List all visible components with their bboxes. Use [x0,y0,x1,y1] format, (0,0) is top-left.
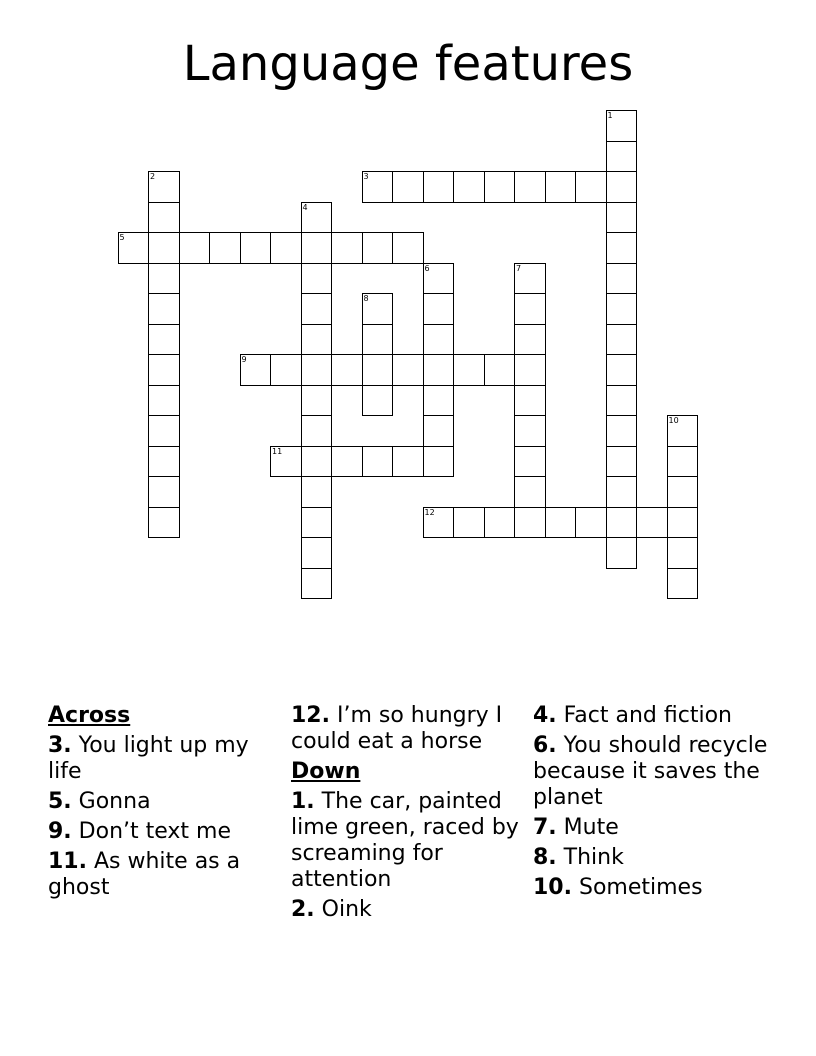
clue-down-10 [533,875,773,901]
grid-cell[interactable] [606,476,638,508]
grid-cell[interactable] [667,568,699,600]
grid-cell[interactable] [301,293,333,325]
grid-cell[interactable] [514,354,546,386]
grid-cell[interactable] [240,354,272,386]
grid-cell[interactable] [545,171,577,203]
grid-cell[interactable] [423,263,455,295]
grid-cell[interactable] [301,476,333,508]
grid-cell[interactable] [484,171,516,203]
grid-cell[interactable] [453,171,485,203]
grid-cell[interactable] [148,415,180,447]
clue-across-11 [48,849,288,901]
grid-cell[interactable] [453,354,485,386]
grid-cell[interactable] [392,232,424,264]
grid-cell[interactable] [301,232,333,264]
clue-number: 8. [533,845,557,870]
grid-cell[interactable] [423,354,455,386]
grid-cell[interactable] [331,446,363,478]
grid-cell[interactable] [148,385,180,417]
grid-cell[interactable] [301,446,333,478]
grid-cell[interactable] [148,202,180,234]
grid-cell[interactable] [514,293,546,325]
clue-list [0,703,816,1003]
grid-cell[interactable] [606,232,638,264]
grid-cell[interactable] [362,446,394,478]
cell-number: 8 [363,294,369,303]
grid-cell[interactable] [148,507,180,539]
grid-cell[interactable] [148,446,180,478]
grid-cell[interactable] [392,446,424,478]
grid-cell[interactable] [423,324,455,356]
grid-cell[interactable] [423,385,455,417]
grid-cell[interactable] [606,446,638,478]
clue-text: Fact and fiction [563,703,732,728]
grid-cell[interactable] [606,171,638,203]
grid-cell[interactable] [606,324,638,356]
grid-cell[interactable] [575,507,607,539]
page-title: Language features [182,36,634,92]
cell-number: 6 [424,263,430,273]
clue-number: 6. [533,733,557,758]
grid-cell[interactable] [148,293,180,325]
grid-cell[interactable] [148,324,180,356]
grid-cell[interactable] [453,507,485,539]
grid-cell[interactable] [606,354,638,386]
grid-cell[interactable] [667,476,699,508]
grid-cell[interactable] [148,263,180,295]
cell-number: 4 [302,202,308,212]
grid-cell[interactable] [667,507,699,539]
clue-text: I’m so hungry I could eat a horse [291,703,503,754]
grid-cell[interactable] [514,324,546,356]
grid-cell[interactable] [301,507,333,539]
grid-cell[interactable] [423,446,455,478]
grid-cell[interactable] [667,537,699,569]
grid-cell[interactable] [301,415,333,447]
clue-number: 11. [48,849,87,874]
clue-number: 3. [48,733,72,758]
cell-number: 10 [668,416,679,425]
grid-cell[interactable] [301,385,333,417]
grid-cell[interactable] [362,324,394,356]
cell-number: 11 [272,446,283,456]
grid-cell[interactable] [636,507,668,539]
grid-cell[interactable] [606,385,638,417]
grid-cell[interactable] [606,415,638,447]
down-heading: Down [291,759,361,784]
grid-cell[interactable] [301,537,333,569]
clue-down-4 [533,703,773,729]
grid-cell[interactable] [606,263,638,295]
cell-number: 9 [241,355,247,364]
clue-text: The car, painted lime green, raced by screaming for attention [291,789,519,892]
grid-cell[interactable] [301,568,333,600]
grid-cell[interactable] [362,293,394,325]
clue-number: 10. [533,875,572,900]
grid-cell[interactable] [331,354,363,386]
grid-cell[interactable] [514,385,546,417]
clue-across-12 [291,703,531,755]
grid-cell[interactable] [270,446,302,478]
grid-cell[interactable] [362,385,394,417]
clue-across-9 [48,819,288,845]
clue-text: You should recycle because it saves the planet [533,733,768,810]
grid-cell[interactable] [148,232,180,264]
grid-cell[interactable] [484,507,516,539]
grid-cell[interactable] [575,171,607,203]
clue-text: Oink [321,897,372,922]
cell-number: 3 [363,172,369,181]
grid-cell[interactable] [179,232,211,264]
grid-cell[interactable] [667,446,699,478]
clue-column-3 [533,703,773,905]
clue-column-1 [48,703,288,905]
grid-cell[interactable] [606,202,638,234]
clue-text: Gonna [78,789,151,814]
grid-cell[interactable] [118,232,150,264]
grid-cell[interactable] [148,354,180,386]
clue-number: 7. [533,815,557,840]
grid-cell[interactable] [514,263,546,295]
grid-cell[interactable] [514,415,546,447]
grid-cell[interactable] [392,171,424,203]
grid-cell[interactable] [606,141,638,173]
clue-down-1 [291,789,531,893]
grid-cell[interactable] [514,171,546,203]
clue-down-6 [533,733,773,811]
clue-text: Think [563,845,624,870]
grid-cell[interactable] [270,354,302,386]
across-heading: Across [48,703,131,728]
clue-number: 9. [48,819,72,844]
grid-cell[interactable] [240,232,272,264]
clue-number: 4. [533,703,557,728]
grid-cell[interactable] [484,354,516,386]
grid-cell[interactable] [423,293,455,325]
clue-down-7 [533,815,773,841]
grid-cell[interactable] [362,232,394,264]
grid-cell[interactable] [423,171,455,203]
cell-number: 2 [150,172,156,181]
grid-cell[interactable] [301,354,333,386]
clue-text: You light up my life [48,733,249,784]
clue-number: 5. [48,789,72,814]
grid-cell[interactable] [606,110,638,142]
cell-number: 1 [607,111,613,120]
grid-cell[interactable] [514,507,546,539]
grid-cell[interactable] [423,415,455,447]
clue-number: 12. [291,703,330,728]
cell-number: 7 [516,263,522,273]
grid-cell[interactable] [392,354,424,386]
grid-cell[interactable] [362,171,394,203]
cell-number: 12 [424,507,435,517]
clue-text: Mute [563,815,619,840]
clue-across-3 [48,733,288,785]
grid-cell[interactable] [606,293,638,325]
grid-cell[interactable] [209,232,241,264]
clue-across-5 [48,789,288,815]
grid-cell[interactable] [331,232,363,264]
grid-cell[interactable] [514,446,546,478]
grid-cell[interactable] [301,324,333,356]
clue-text: Don’t text me [78,819,232,844]
clue-number: 2. [291,897,315,922]
grid-cell[interactable] [362,354,394,386]
clue-number: 1. [291,789,315,814]
grid-cell[interactable] [667,415,699,447]
clue-column-2 [291,703,531,927]
grid-cell[interactable] [148,476,180,508]
clue-down-8 [533,845,773,871]
grid-cell[interactable] [514,476,546,508]
grid-cell[interactable] [301,202,333,234]
grid-cell[interactable] [301,263,333,295]
clue-text: Sometimes [578,875,703,900]
grid-cell[interactable] [606,537,638,569]
clue-text: As white as a ghost [48,849,241,900]
grid-cell[interactable] [270,232,302,264]
grid-cell[interactable] [423,507,455,539]
grid-cell[interactable] [606,507,638,539]
cell-number: 5 [119,233,125,242]
grid-cell[interactable] [545,507,577,539]
clue-down-2 [291,897,531,923]
grid-cell[interactable] [148,171,180,203]
